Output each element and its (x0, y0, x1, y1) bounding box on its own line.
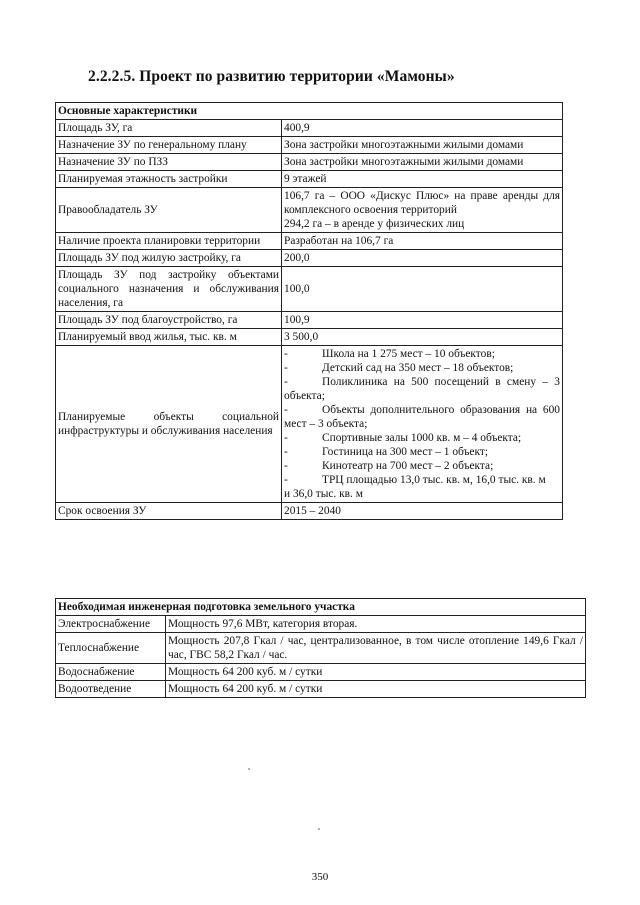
list-item: - Школа на 1 275 мест – 10 объектов; (284, 348, 495, 360)
row-label: Теплоснабжение (56, 633, 166, 664)
row-value: 9 этажей (282, 171, 563, 188)
list-item: - Объекты дополнительного образования на 600 мест – 3 объекта; (284, 404, 560, 430)
table-row (56, 681, 586, 698)
row-value: 2015 – 2040 (282, 503, 563, 520)
table-row (56, 171, 563, 188)
table-row (56, 154, 563, 171)
table-row (56, 120, 563, 137)
list-item: - Детский сад на 350 мест – 18 объектов; (284, 362, 514, 374)
section-heading: 2.2.2.5. Проект по развитию территории «Мамоны» (88, 68, 455, 85)
table-row (56, 633, 586, 664)
row-value (282, 188, 563, 233)
list-dash: - (284, 404, 288, 416)
list-dash: - (284, 474, 288, 486)
engineering-table (55, 598, 586, 698)
row-value: Мощность 97,6 МВт, категория вторая. (166, 616, 586, 633)
list-dash: - (284, 348, 288, 360)
row-label: Площадь ЗУ, га (56, 120, 282, 137)
table-row (56, 188, 563, 233)
row-label: Назначение ЗУ по ПЗЗ (56, 154, 282, 171)
row-label: Площадь ЗУ под жилую застройку, га (56, 250, 282, 267)
row-label: Правообладатель ЗУ (56, 188, 282, 233)
row-value: Мощность 64 200 куб. м / сутки (166, 681, 586, 698)
list-item-tail: и 36,0 тыс. кв. м (284, 488, 363, 500)
table-row (56, 137, 563, 154)
list-dash: - (284, 376, 288, 388)
row-label: Электроснабжение (56, 616, 166, 633)
table-row (56, 664, 586, 681)
row-value: Разработан на 106,7 га (282, 233, 563, 250)
list-item: - Спортивные залы 1000 кв. м – 4 объекта; (284, 432, 522, 444)
table-row (56, 503, 563, 520)
list-dash: - (284, 432, 288, 444)
row-label: Планируемые объекты социальной инфраструктуры и обслуживания населения (56, 346, 282, 503)
row-value: Зона застройки многоэтажными жилыми домами (282, 137, 563, 154)
row-label: Наличие проекта планировки территории (56, 233, 282, 250)
row-value: 100,0 (282, 267, 563, 312)
table-header-row (56, 599, 586, 616)
row-value: 400,9 (282, 120, 563, 137)
table-row (56, 312, 563, 329)
table-row (56, 233, 563, 250)
row-label: Планируемая этажность застройки (56, 171, 282, 188)
row-value: Зона застройки многоэтажными жилыми домами (282, 154, 563, 171)
row-value (282, 346, 563, 503)
row-label: Площадь ЗУ под застройку объектами социального назначения и обслуживания населения, га (56, 267, 282, 312)
row-value: Мощность 64 200 куб. м / сутки (166, 664, 586, 681)
list-dash: - (284, 446, 288, 458)
table-row (56, 250, 563, 267)
row-label: Водоснабжение (56, 664, 166, 681)
row-label: Водоотведение (56, 681, 166, 698)
list-dash: - (284, 362, 288, 374)
row-value: 100,9 (282, 312, 563, 329)
list-item: - ТРЦ площадью 13,0 тыс. кв. м, 16,0 тыс. кв. м (284, 474, 546, 486)
table-row (56, 616, 586, 633)
row-value: Мощность 207,8 Гкал / час, централизованное, в том числе отопление 149,6 Гкал / час, ГВС 58,2 Гкал / час. (166, 633, 586, 664)
scan-speck (248, 768, 250, 770)
row-value: 200,0 (282, 250, 563, 267)
row-label: Назначение ЗУ по генеральному плану (56, 137, 282, 154)
list-item: - Гостиница на 300 мест – 1 объект; (284, 446, 489, 458)
list-dash: - (284, 460, 288, 472)
list-item: - Кинотеатр на 700 мест – 2 объекта; (284, 460, 494, 472)
page-number: 350 (311, 871, 329, 883)
row-label: Площадь ЗУ под благоустройство, га (56, 312, 282, 329)
table-header: Необходимая инженерная подготовка земельного участка (56, 599, 586, 616)
table-row (56, 329, 563, 346)
row-label: Планируемый ввод жилья, тыс. кв. м (56, 329, 282, 346)
value-line: 106,7 га – ООО «Дискус Плюс» на праве аренды для комплексного освоения территорий (284, 190, 560, 216)
row-label: Срок освоения ЗУ (56, 503, 282, 520)
table-row (56, 346, 563, 503)
main-characteristics-table (55, 102, 563, 520)
scan-speck (318, 828, 320, 830)
value-line: 294,2 га – в аренде у физических лиц (284, 218, 465, 230)
table-row (56, 267, 563, 312)
row-value: 3 500,0 (282, 329, 563, 346)
table-header-row (56, 103, 563, 120)
table-header: Основные характеристики (56, 103, 563, 120)
list-item: - Поликлиника на 500 посещений в смену – 3 объекта; (284, 376, 560, 402)
